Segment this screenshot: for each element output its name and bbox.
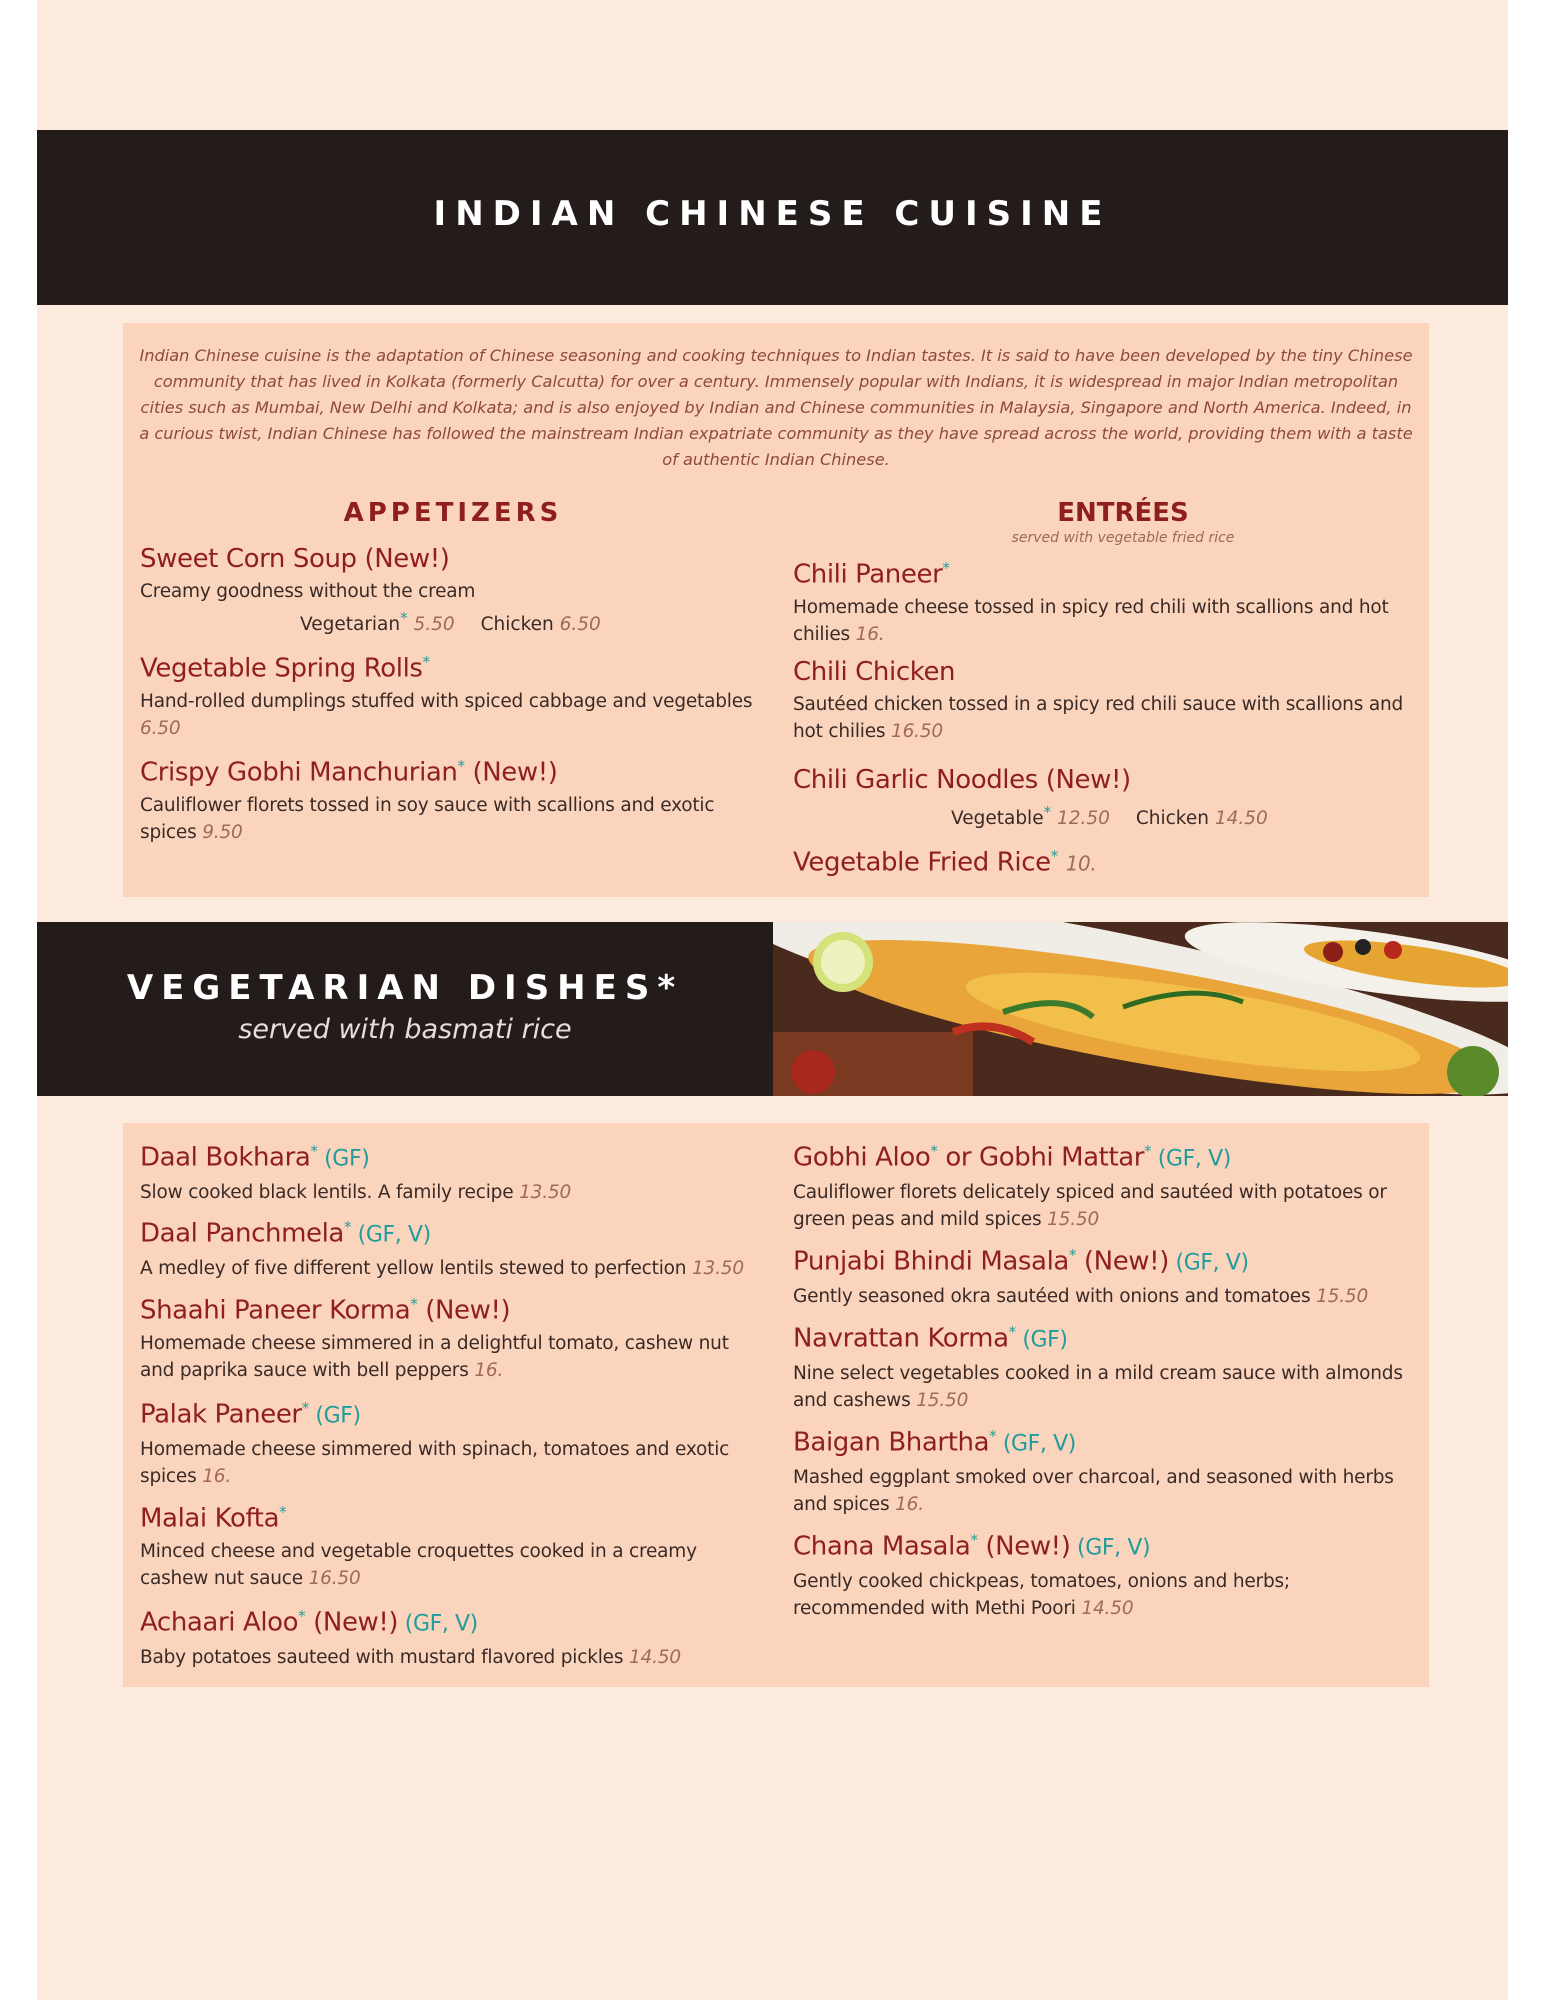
menu-item [140,1496,760,1592]
menu-item [793,1524,1413,1622]
item-price: 15.50 [1316,1285,1369,1307]
option-label: Vegetable [951,808,1044,830]
diet-tag: (GF, V) [1168,1250,1249,1276]
menu-item [793,552,1413,648]
menu-item [140,1211,760,1282]
diet-tag: (GF) [317,1146,370,1172]
item-price: 16. [202,1465,232,1487]
item-name: Chili Garlic Noodles (New!) [793,765,1131,795]
vegetarian-title: VEGETARIAN DISHES* [126,968,684,1008]
item-price: 9.50 [202,821,243,843]
item-price: 13.50 [691,1257,744,1279]
item-desc: Hand-rolled dumplings stuffed with spiced cabbage and vegetables 6.50 [140,690,753,739]
item-desc: Gently cooked chickpeas, tomatoes, onions and herbs; recommended with Methi Poori 14.50 [793,1570,1290,1619]
item-name: Navrattan Korma* (GF) [793,1323,1068,1354]
star-mark: * [942,559,950,577]
item-desc: Baby potatoes sauteed with mustard flavored pickles 14.50 [140,1646,681,1668]
diet-tag: (GF, V) [1070,1535,1151,1561]
item-price: 6.50 [559,614,601,636]
item-price: 16. [474,1359,504,1381]
entrees-subtitle: served with vegetable fried rice [1011,530,1235,546]
menu-page [37,0,1508,2000]
item-price: 16.50 [891,721,943,742]
appetizers-heading: APPETIZERS [343,498,563,528]
menu-item [140,1135,760,1206]
item-desc: A medley of five different yellow lentils stewed to perfection 13.50 [140,1257,744,1279]
menu-item [793,1316,1413,1414]
item-price: 15.50 [916,1389,969,1411]
price-options [140,605,760,638]
menu-item [793,1239,1413,1310]
item-name: Punjabi Bhindi Masala* (New!) (GF, V) [793,1246,1249,1277]
item-name: Vegetable Spring Rolls* [140,653,430,684]
item-price: 16.50 [308,1567,361,1589]
vegetarian-subtitle: served with basmati rice [238,1014,572,1045]
item-desc: Slow cooked black lentils. A family recipe 13.50 [140,1181,572,1203]
item-price: 16. [895,1493,924,1515]
item-desc: Sautéed chicken tossed in a spicy red chili sauce with scallions and hot chilies 16.50 [793,694,1404,742]
option-label: Chicken [1135,808,1209,830]
item-name: Chili Chicken [793,657,956,687]
page-title: INDIAN CHINESE CUISINE [433,194,1112,234]
diet-tag: (GF) [308,1403,361,1429]
menu-item [140,1392,760,1490]
diet-tag: (GF) [1015,1327,1068,1353]
menu-item [793,1135,1413,1233]
item-name: Baigan Bhartha* (GF, V) [793,1427,1076,1458]
item-name: Crispy Gobhi Manchurian* (New!) [140,757,558,788]
item-desc: Cauliflower florets tossed in soy sauce with scallions and exotic spices 9.50 [140,794,715,843]
item-desc: Nine select vegetables cooked in a mild cream sauce with almonds and cashews 15.50 [793,1362,1403,1411]
item-desc: Homemade cheese tossed in spicy red chili with scallions and hot chilies 16. [793,596,1389,645]
menu-item [140,1600,760,1671]
item-price: 12.50 [1056,808,1110,830]
item-price: 14.50 [628,1646,681,1668]
item-price: 6.50 [140,717,181,739]
item-desc: Mashed eggplant smoked over charcoal, and seasoned with herbs and spices 16. [793,1466,1394,1515]
item-name: Vegetable Fried Rice* 10. [793,847,1097,878]
food-image [773,922,1508,1096]
star-mark: * [457,757,465,775]
diet-tag: (GF, V) [351,1222,431,1248]
item-desc: Homemade cheese simmered with spinach, tomatoes and exotic spices 16. [140,1438,730,1487]
item-price: 5.50 [413,614,455,636]
star-mark: * [1043,803,1052,821]
star-mark: * [400,609,408,627]
diet-tag: (GF, V) [996,1431,1076,1457]
item-price: 16. [855,623,885,645]
vegetarian-banner [37,922,773,1096]
item-desc: Cauliflower florets delicately spiced and sautéed with potatoes or green peas and mild spices 15.50 [793,1181,1387,1230]
curry-dish-photo [773,922,1508,1096]
vegetarian-panel [123,1123,1429,1687]
price-options [793,799,1413,832]
item-desc: Creamy goodness without the cream [140,581,476,602]
menu-item [793,840,1413,880]
item-price: 14.50 [1214,808,1268,830]
item-name: Achaari Aloo* (New!) (GF, V) [140,1607,478,1638]
header-banner [37,130,1508,305]
item-name: Chana Masala* (New!) (GF, V) [793,1531,1151,1562]
indian-chinese-panel [123,323,1429,897]
diet-tag: (GF, V) [398,1611,478,1637]
item-price: 13.50 [519,1181,572,1203]
item-name: Sweet Corn Soup (New!) [140,544,450,574]
item-desc: Gently seasoned okra sautéed with onions and tomatoes 15.50 [793,1285,1369,1307]
menu-item [793,764,1413,832]
item-desc: Homemade cheese simmered in a delightful tomato, cashew nut and paprika sauce with bell peppers 16. [140,1332,729,1381]
item-price: 10. [1065,851,1097,876]
star-mark: * [422,653,430,671]
menu-item [140,646,760,742]
item-name: Malai Kofta* [140,1503,287,1534]
item-name: Daal Panchmela* (GF, V) [140,1218,431,1249]
item-desc: Minced cheese and vegetable croquettes cooked in a creamy cashew nut sauce 16.50 [140,1540,697,1589]
entrees-heading: ENTRÉES [1057,498,1189,528]
item-price: 15.50 [1047,1208,1100,1230]
item-name: Shaahi Paneer Korma* (New!) [140,1295,511,1326]
option-label: Vegetarian [300,614,401,636]
star-mark: * [1050,847,1058,865]
menu-item [140,1288,760,1384]
menu-item [793,656,1413,745]
item-name: Daal Bokhara* (GF) [140,1142,370,1173]
item-name: Palak Paneer* (GF) [140,1399,361,1430]
item-name: Gobhi Aloo* or Gobhi Mattar* (GF, V) [793,1142,1231,1173]
menu-item [140,543,760,638]
diet-tag: (GF, V) [1151,1146,1231,1172]
option-label: Chicken [480,614,554,636]
intro-text: Indian Chinese cuisine is the adaptation of Chinese seasoning and cooking techniques to Indian tastes. It is said to have been developed by the tiny Chinese community that has lived in Kolkata (formerly Calcutta) for over a century. Immensely popular with Indians, it is widespread in major Indian metropolitan cities such as Mumbai, New Delhi and Kolkata; and is also enjoyed by Indian and Chinese communities in Malaysia, Singapore and North America. Indeed, in a curious twist, Indian Chinese has followed the mainstream Indian expatriate community as they have spread across the world, providing them with a taste of authentic Indian Chinese. [139,346,1413,469]
menu-item [793,1420,1413,1518]
item-name: Chili Paneer* [793,559,950,590]
item-price: 14.50 [1081,1597,1134,1619]
menu-item [140,750,760,846]
